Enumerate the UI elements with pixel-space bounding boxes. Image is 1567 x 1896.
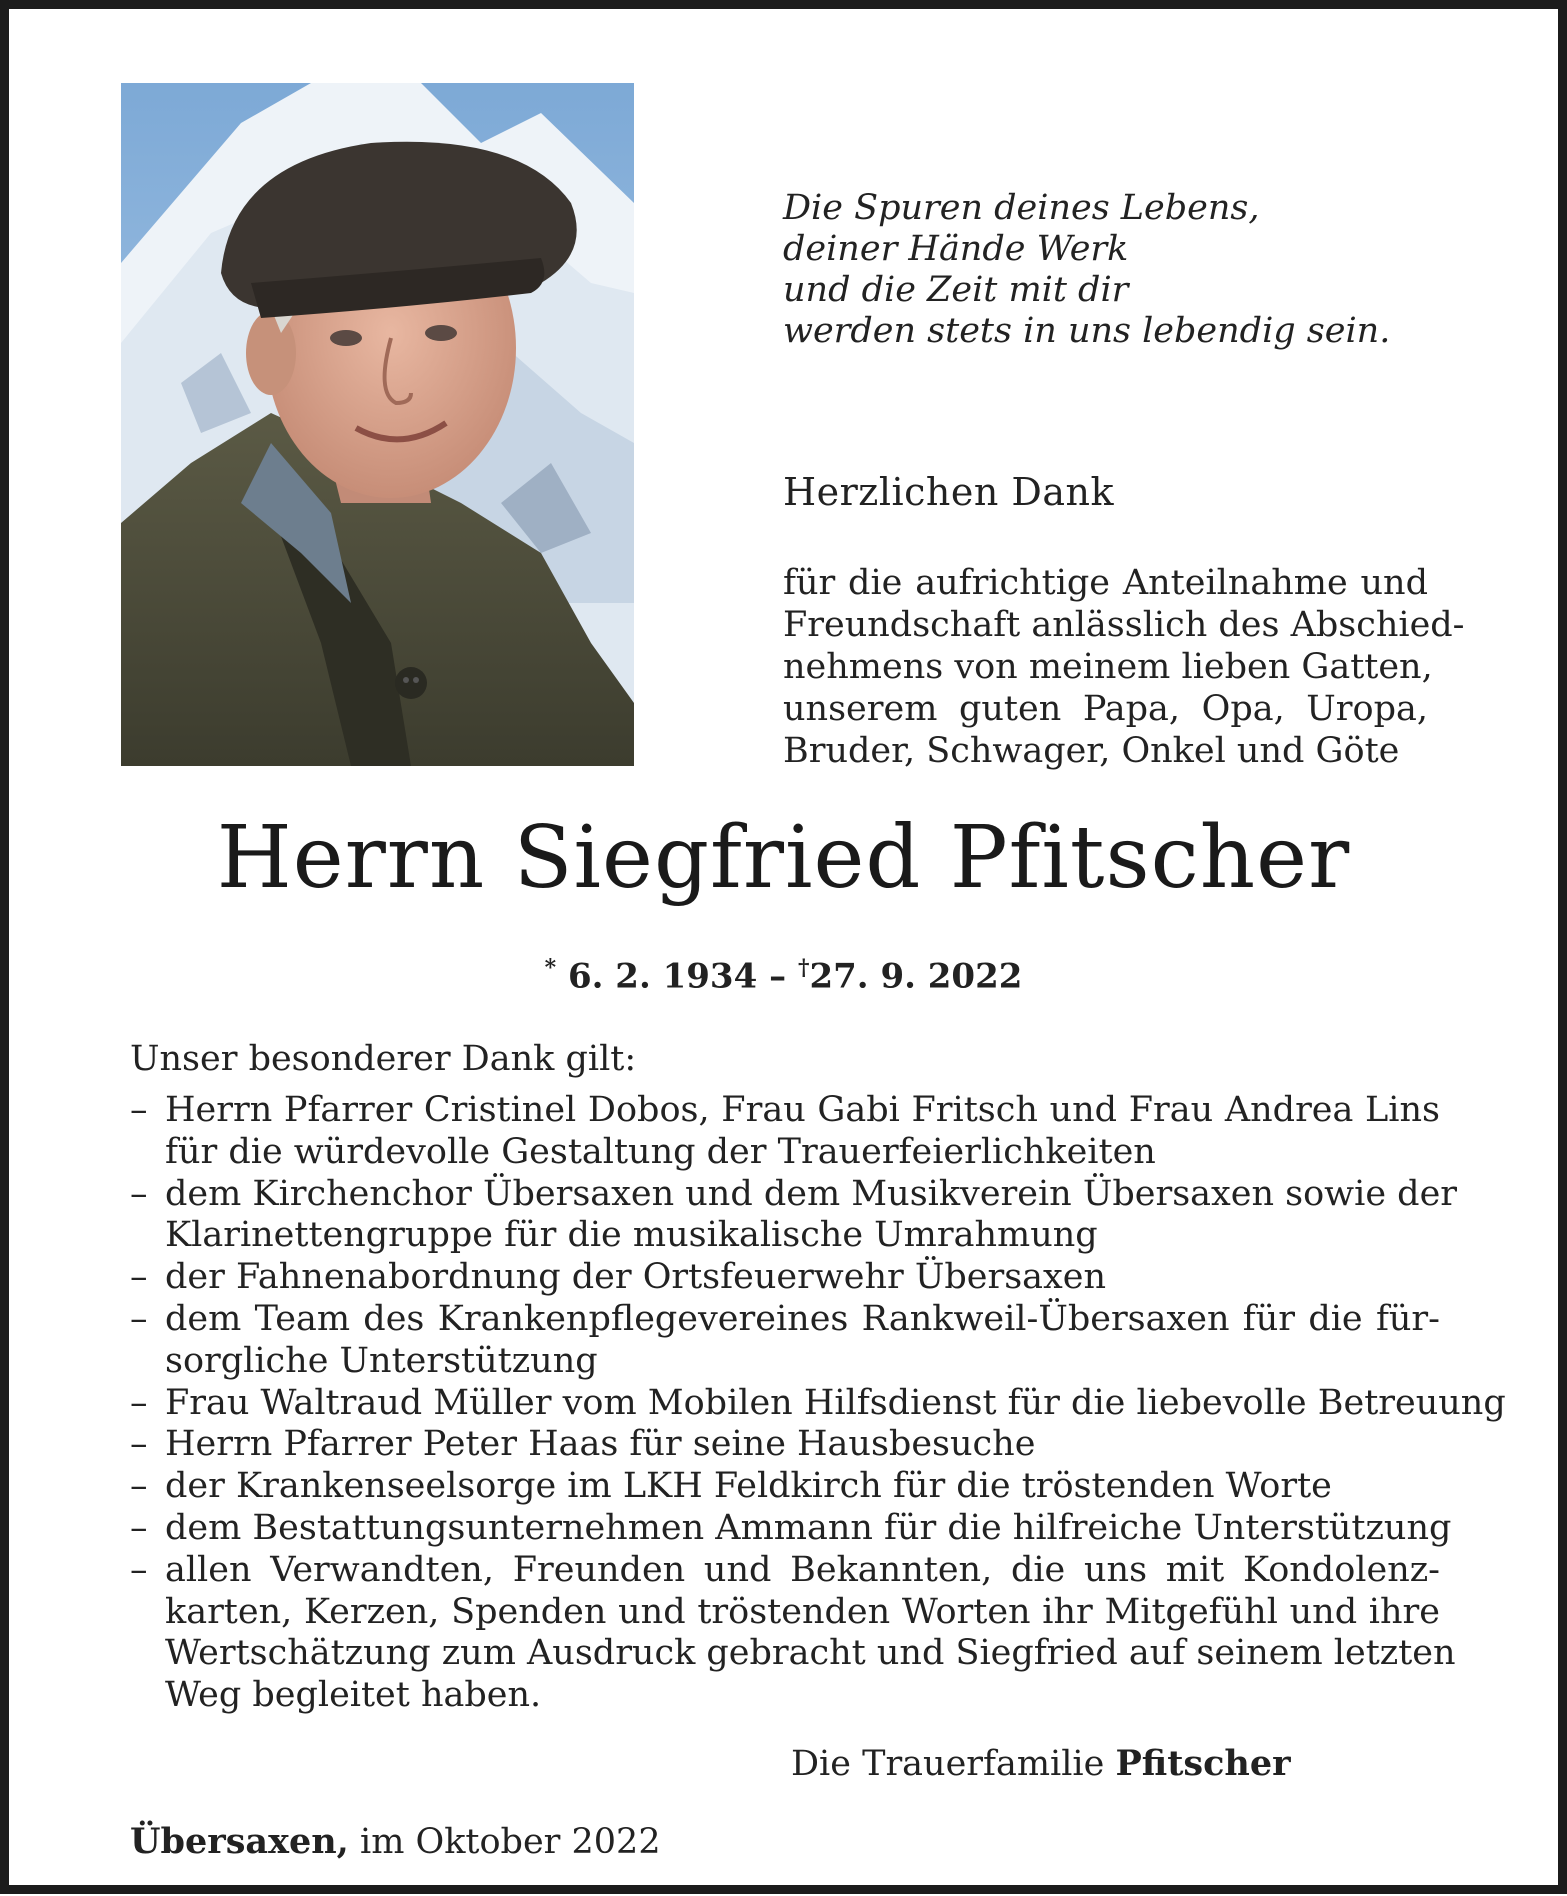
death-symbol: † xyxy=(797,955,810,981)
special-thanks-intro: Unser besonderer Dank gilt: xyxy=(130,1039,637,1079)
list-item-line: dem Team des Krankenpflegevereines Rankweil-Übersaxen für die für- xyxy=(165,1298,1440,1339)
list-item-line: dem Kirchenchor Übersaxen und dem Musikverein Übersaxen sowie der xyxy=(165,1173,1458,1214)
portrait-illustration xyxy=(121,83,634,766)
month-year: im Oktober 2022 xyxy=(360,1822,661,1862)
poem-line: werden stets in uns lebendig sein. xyxy=(783,311,1391,351)
town: Übersaxen, xyxy=(130,1821,349,1862)
life-dates xyxy=(0,955,1567,996)
list-item xyxy=(130,1507,1452,1550)
thanks-line: Freundschaft anlässlich des Abschied- xyxy=(783,605,1465,645)
poem-line: und die Zeit mit dir xyxy=(783,270,1129,310)
birth-symbol: * xyxy=(544,955,557,981)
list-item-line: Herrn Pfarrer Peter Haas für seine Hausbesuche xyxy=(165,1424,1036,1465)
family-surname: Pfitscher xyxy=(1115,1743,1291,1784)
death-date: 27. 9. 2022 xyxy=(809,956,1023,997)
list-item-line: allen Verwandten, Freunden und Bekannten, die uns mit Kondolenz- xyxy=(165,1549,1440,1590)
list-dash: – xyxy=(130,1090,148,1130)
list-item-line: Weg begleitet haben. xyxy=(165,1675,542,1716)
list-dash: – xyxy=(130,1507,148,1548)
thanks-line: nehmens von meinem lieben Gatten, xyxy=(783,647,1433,687)
list-item xyxy=(130,1549,1456,1717)
list-item xyxy=(130,1466,1440,1508)
family-signature xyxy=(791,1743,1291,1784)
list-item xyxy=(130,1382,1506,1425)
list-item xyxy=(130,1257,1440,1299)
list-dash: – xyxy=(130,1257,148,1298)
list-dash: – xyxy=(130,1424,148,1465)
family-prefix: Die Trauerfamilie xyxy=(791,1744,1105,1784)
list-item-line: Frau Waltraud Müller vom Mobilen Hilfsdienst für die liebevolle Betreuung xyxy=(165,1382,1506,1423)
list-dash: – xyxy=(130,1382,148,1423)
list-item xyxy=(130,1299,1440,1383)
thanks-line: unserem guten Papa, Opa, Uropa, xyxy=(783,689,1428,729)
list-item-line: Klarinettengruppe für die musikalische Umrahmung xyxy=(165,1215,1098,1256)
poem-line: Die Spuren deines Lebens, xyxy=(783,188,1260,228)
poem xyxy=(783,188,1483,352)
portrait-photo xyxy=(121,83,634,766)
list-item-line: der Fahnenabordnung der Ortsfeuerwehr Übersaxen xyxy=(165,1257,1107,1298)
list-dash: – xyxy=(130,1549,148,1590)
deceased-name: Herrn Siegfried Pfitscher xyxy=(216,808,1351,908)
list-item-line: Wertschätzung zum Ausdruck gebracht und Siegfried auf seinem letzten xyxy=(165,1633,1456,1674)
poem-line: deiner Hände Werk xyxy=(783,229,1129,269)
list-item-line: karten, Kerzen, Spenden und tröstenden Worten ihr Mitgefühl und ihre xyxy=(165,1591,1440,1632)
list-item xyxy=(130,1173,1458,1258)
date-separator: – xyxy=(769,956,787,997)
list-item-line: für die würdevolle Gestaltung der Trauerfeierlichkeiten xyxy=(165,1131,1156,1172)
birth-date: 6. 2. 1934 xyxy=(567,956,758,997)
thanks-heading: Herzlichen Dank xyxy=(783,470,1115,514)
thanks-paragraph xyxy=(783,562,1465,772)
thanks-line: für die aufrichtige Anteilnahme und xyxy=(783,563,1428,603)
list-item-line: dem Bestattungsunternehmen Ammann für die hilfreiche Unterstützung xyxy=(165,1507,1452,1548)
list-dash: – xyxy=(130,1173,148,1214)
place-date xyxy=(130,1821,661,1862)
list-item-line: der Krankenseelsorge im LKH Feldkirch für die tröstenden Worte xyxy=(165,1466,1332,1507)
thanks-list xyxy=(130,1090,1506,1717)
list-dash: – xyxy=(130,1466,148,1507)
thanks-line: Bruder, Schwager, Onkel und Göte xyxy=(783,731,1400,771)
list-item xyxy=(130,1424,1440,1466)
list-item xyxy=(130,1090,1440,1174)
list-item-line: Herrn Pfarrer Cristinel Dobos, Frau Gabi Fritsch und Frau Andrea Lins xyxy=(165,1090,1440,1130)
list-dash: – xyxy=(130,1298,148,1339)
list-item-line: sorgliche Unterstützung xyxy=(165,1340,598,1381)
